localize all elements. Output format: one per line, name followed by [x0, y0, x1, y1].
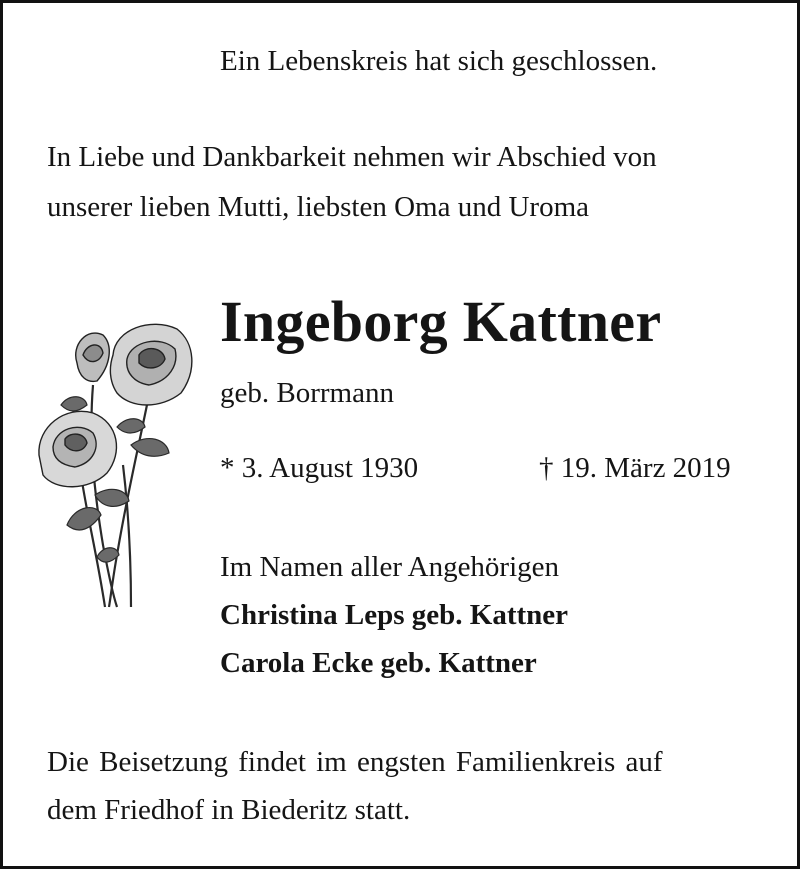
- death-date: † 19. März 2019: [539, 452, 731, 484]
- burial-line-1: Die Beisetzung findet im engsten Familienkreis auf: [47, 746, 663, 778]
- mourner-name: Carola Ecke geb. Kattner: [220, 647, 537, 679]
- birth-date: * 3. August 1930: [220, 452, 419, 484]
- mourner-name: Christina Leps geb. Kattner: [220, 599, 568, 631]
- maiden-name: geb. Borrmann: [220, 377, 394, 409]
- roses-illustration: [31, 315, 201, 615]
- burial-line-2: dem Friedhof in Biederitz statt.: [47, 794, 411, 826]
- intro-line-2: unserer lieben Mutti, liebsten Oma und Uroma: [47, 191, 590, 223]
- intro-line-1: In Liebe und Dankbarkeit nehmen wir Abschied von: [47, 141, 657, 173]
- family-intro: Im Namen aller Angehörigen: [220, 551, 560, 583]
- deceased-name: Ingeborg Kattner: [220, 289, 662, 354]
- motto: Ein Lebenskreis hat sich geschlossen.: [220, 45, 658, 77]
